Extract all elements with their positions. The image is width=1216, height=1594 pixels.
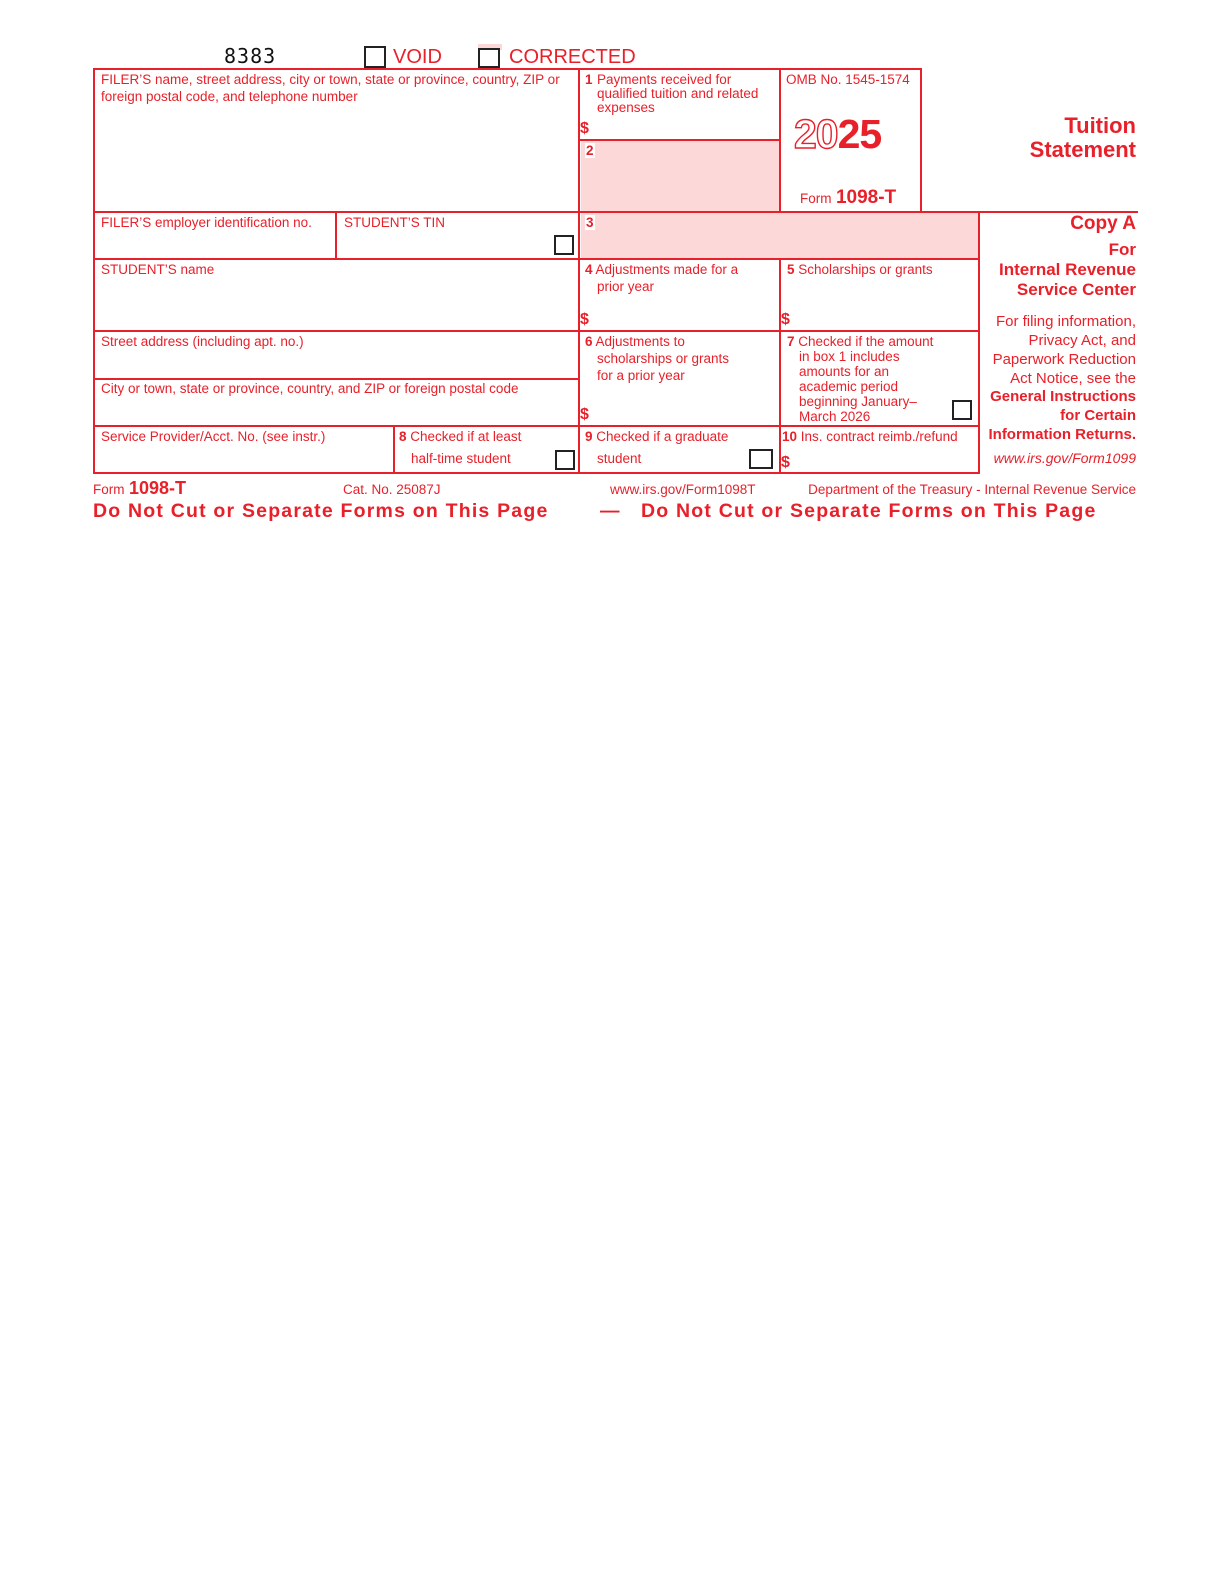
void-checkbox[interactable] (364, 46, 386, 68)
copy-note-line3: Paperwork Reduction (992, 351, 1136, 368)
box6-line2: scholarships or grants (597, 351, 730, 366)
box9-checkbox[interactable] (749, 449, 773, 469)
tax-year-suffix: 25 (837, 111, 882, 157)
city-label: City or town, state or province, country, and ZIP or foreign postal code (101, 381, 519, 396)
street-field[interactable] (96, 352, 576, 376)
box1-line3: expenses (597, 100, 655, 115)
box10-amount-field[interactable] (795, 450, 973, 470)
copy-for: For (1108, 240, 1136, 259)
box1-dollar: $ (580, 120, 589, 137)
footer-form-name: Form 1098-T (93, 478, 186, 498)
void-label: VOID (393, 46, 442, 68)
filer-ein-field[interactable] (96, 232, 332, 256)
box6-dollar: $ (580, 406, 589, 423)
corrected-checkbox[interactable] (478, 48, 500, 68)
service-provider-label: Service Provider/Acct. No. (see instr.) (101, 429, 326, 444)
box8-checkbox[interactable] (555, 450, 575, 470)
box1-line2: qualified tuition and related (597, 86, 759, 101)
copy-irs-line1: Internal Revenue (999, 260, 1136, 279)
student-name-field[interactable] (96, 280, 576, 328)
warning-dash: — (600, 500, 620, 522)
box3-number: 3 (586, 215, 594, 230)
box4-amount-field[interactable] (594, 308, 774, 328)
box6-line1: 6 Adjustments to (585, 334, 685, 349)
copy-note-line6: for Certain (1060, 407, 1136, 424)
filer-info-field[interactable] (96, 108, 576, 208)
copy-note-line5: General Instructions (990, 388, 1136, 405)
box1-amount-field[interactable] (594, 118, 774, 138)
box7-line1: 7 Checked if the amount (787, 334, 934, 349)
box5-dollar: $ (781, 311, 790, 328)
form-code: 8383 (224, 44, 277, 68)
corrected-label: CORRECTED (509, 46, 636, 68)
box4-line1: 4 Adjustments made for a (585, 262, 739, 277)
tax-year-prefix: 20 (794, 111, 838, 157)
form-title-line2: Statement (1029, 137, 1136, 162)
city-field[interactable] (96, 399, 576, 423)
street-label: Street address (including apt. no.) (101, 334, 304, 349)
form-name-header: Form 1098-T (800, 187, 897, 208)
filer-label-line1: FILER’S name, street address, city or town, state or province, country, ZIP or (101, 72, 560, 87)
box2-number: 2 (586, 143, 594, 158)
box4-dollar: $ (580, 311, 589, 328)
box7-checkbox[interactable] (952, 400, 972, 420)
box9-line2: student (597, 451, 642, 466)
box7-line2: in box 1 includes (799, 349, 900, 364)
student-name-label: STUDENT’S name (101, 262, 215, 277)
filer-label-line2: foreign postal code, and telephone number (101, 89, 358, 104)
copy-note-line7: Information Returns. (988, 426, 1136, 443)
box10-line1: 10 Ins. contract reimb./refund (782, 429, 958, 444)
student-tin-field[interactable] (340, 232, 548, 256)
copy-note-line2: Privacy Act, and (1028, 332, 1136, 349)
box2-shade (581, 141, 779, 211)
box1-number: 1 (585, 72, 593, 87)
box9-line1: 9 Checked if a graduate (585, 429, 729, 444)
box10-dollar: $ (781, 454, 790, 471)
box8-line1: 8 Checked if at least (399, 429, 522, 444)
box3-shade (581, 213, 979, 259)
student-tin-label: STUDENT’S TIN (344, 215, 446, 230)
box4-line2: prior year (597, 279, 655, 294)
box7-line5: beginning January– (799, 394, 917, 409)
filer-ein-label: FILER’S employer identification no. (101, 215, 312, 230)
footer-department: Department of the Treasury - Internal Revenue Service (808, 482, 1136, 497)
copy-irs-line2: Service Center (1016, 280, 1136, 299)
box7-line6: March 2026 (799, 409, 871, 424)
box5-line1: 5 Scholarships or grants (787, 262, 933, 277)
warning-left: Do Not Cut or Separate Forms on This Page (93, 500, 549, 522)
box5-amount-field[interactable] (795, 308, 973, 328)
copy-note-line4: Act Notice, see the (1010, 370, 1136, 387)
tax-year (794, 112, 881, 156)
copy-note-line1: For filing information, (995, 313, 1136, 330)
box6-line3: for a prior year (597, 368, 685, 383)
box6-amount-field[interactable] (594, 403, 774, 423)
box7-line4: academic period (799, 379, 899, 394)
warning-right: Do Not Cut or Separate Forms on This Page (641, 500, 1097, 522)
omb-number: OMB No. 1545-1574 (786, 72, 910, 87)
copy-url: www.irs.gov/Form1099 (993, 450, 1136, 466)
box7-line3: amounts for an (799, 364, 890, 379)
box8-line2: half-time student (411, 451, 511, 466)
footer-cat-no: Cat. No. 25087J (343, 482, 441, 497)
box1-line1: Payments received for (597, 72, 732, 87)
student-tin-checkbox[interactable] (554, 235, 574, 255)
copy-a-label: Copy A (1070, 213, 1136, 234)
form-title-line1: Tuition (1064, 113, 1136, 138)
footer-url: www.irs.gov/Form1098T (610, 482, 756, 497)
service-provider-field[interactable] (96, 446, 390, 470)
